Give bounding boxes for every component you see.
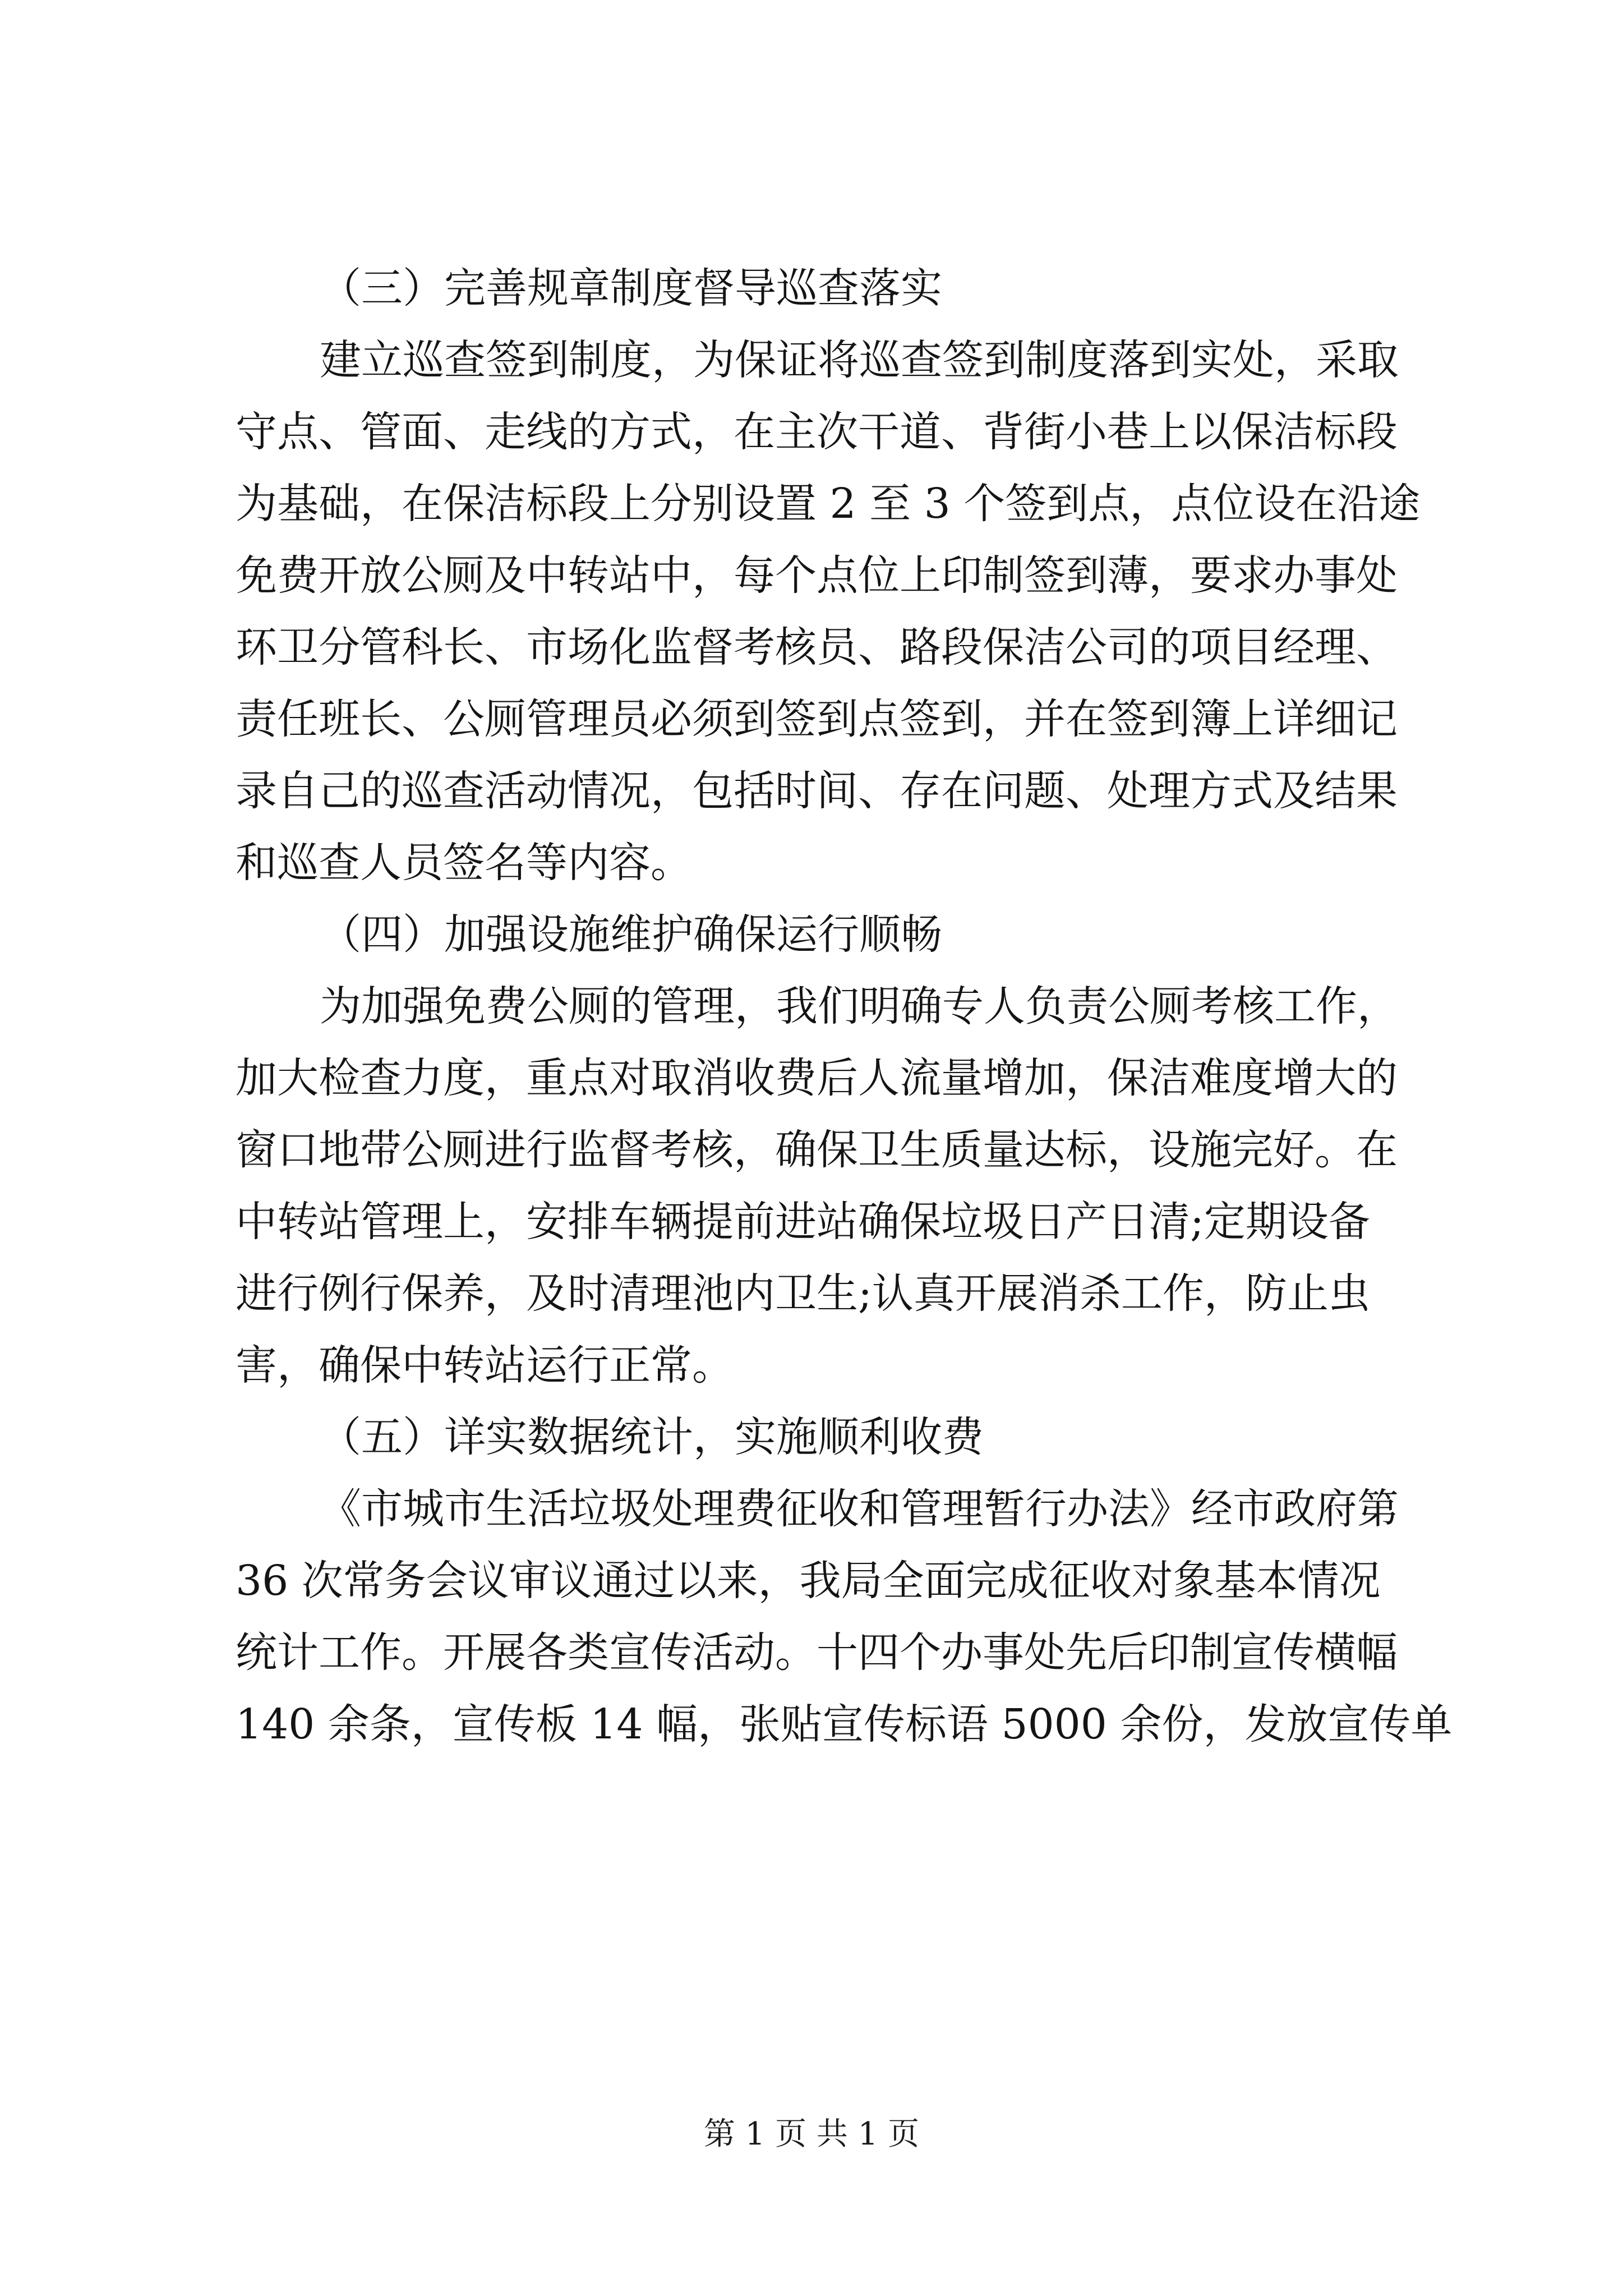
text-line: 录自己的巡查活动情况，包括时间、存在问题、处理方式及结果	[236, 767, 1398, 815]
text-line: 环卫分管科长、市场化监督考核员、路段保洁公司的项目经理、	[236, 623, 1398, 671]
text-line: 和巡查人员签名等内容。	[236, 839, 692, 887]
text-line: 为加强免费公厕的管理，我们明确专人负责公厕考核工作，	[320, 982, 1399, 1030]
text-line: 加大检查力度，重点对取消收费后人流量增加，保洁难度增大的	[236, 1054, 1398, 1102]
text-line: 建立巡查签到制度，为保证将巡查签到制度落到实处，采取	[320, 336, 1399, 384]
text-line: （四）加强设施维护确保运行顺畅	[320, 910, 942, 959]
text-line: （五）详实数据统计，实施顺利收费	[320, 1413, 984, 1461]
text-line: 害，确保中转站运行正常。	[236, 1341, 734, 1389]
text-line: 140 余条，宣传板 14 幅，张贴宣传标语 5000 余份，发放宣传单	[236, 1700, 1453, 1749]
text-line: （三）完善规章制度督导巡查落实	[320, 264, 942, 312]
text-line: 为基础，在保洁标段上分别设置 2 至 3 个签到点，点位设在沿途	[236, 480, 1421, 528]
text-line: 免费开放公厕及中转站中，每个点位上印制签到薄，要求办事处	[236, 551, 1398, 600]
text-line: 守点、管面、走线的方式，在主次干道、背街小巷上以保洁标段	[236, 408, 1398, 456]
text-line: 责任班长、公厕管理员必须到签到点签到，并在签到簿上详细记	[236, 695, 1398, 743]
text-line: 窗口地带公厕进行监督考核，确保卫生质量达标，设施完好。在	[236, 1126, 1398, 1174]
text-line: 中转站管理上，安排车辆提前进站确保垃圾日产日清;定期设备	[236, 1198, 1370, 1246]
text-line: 进行例行保养，及时清理池内卫生;认真开展消杀工作，防止虫	[236, 1269, 1370, 1318]
document-body	[236, 252, 1453, 1760]
text-line: 《市城市生活垃圾处理费征收和管理暂行办法》经市政府第	[320, 1485, 1399, 1533]
page-footer: 第 1 页 共 1 页	[703, 2116, 920, 2152]
text-line: 统计工作。开展各类宣传活动。十四个办事处先后印制宣传横幅	[236, 1628, 1398, 1677]
text-line: 36 次常务会议审议通过以来，我局全面完成征收对象基本情况	[236, 1557, 1381, 1605]
